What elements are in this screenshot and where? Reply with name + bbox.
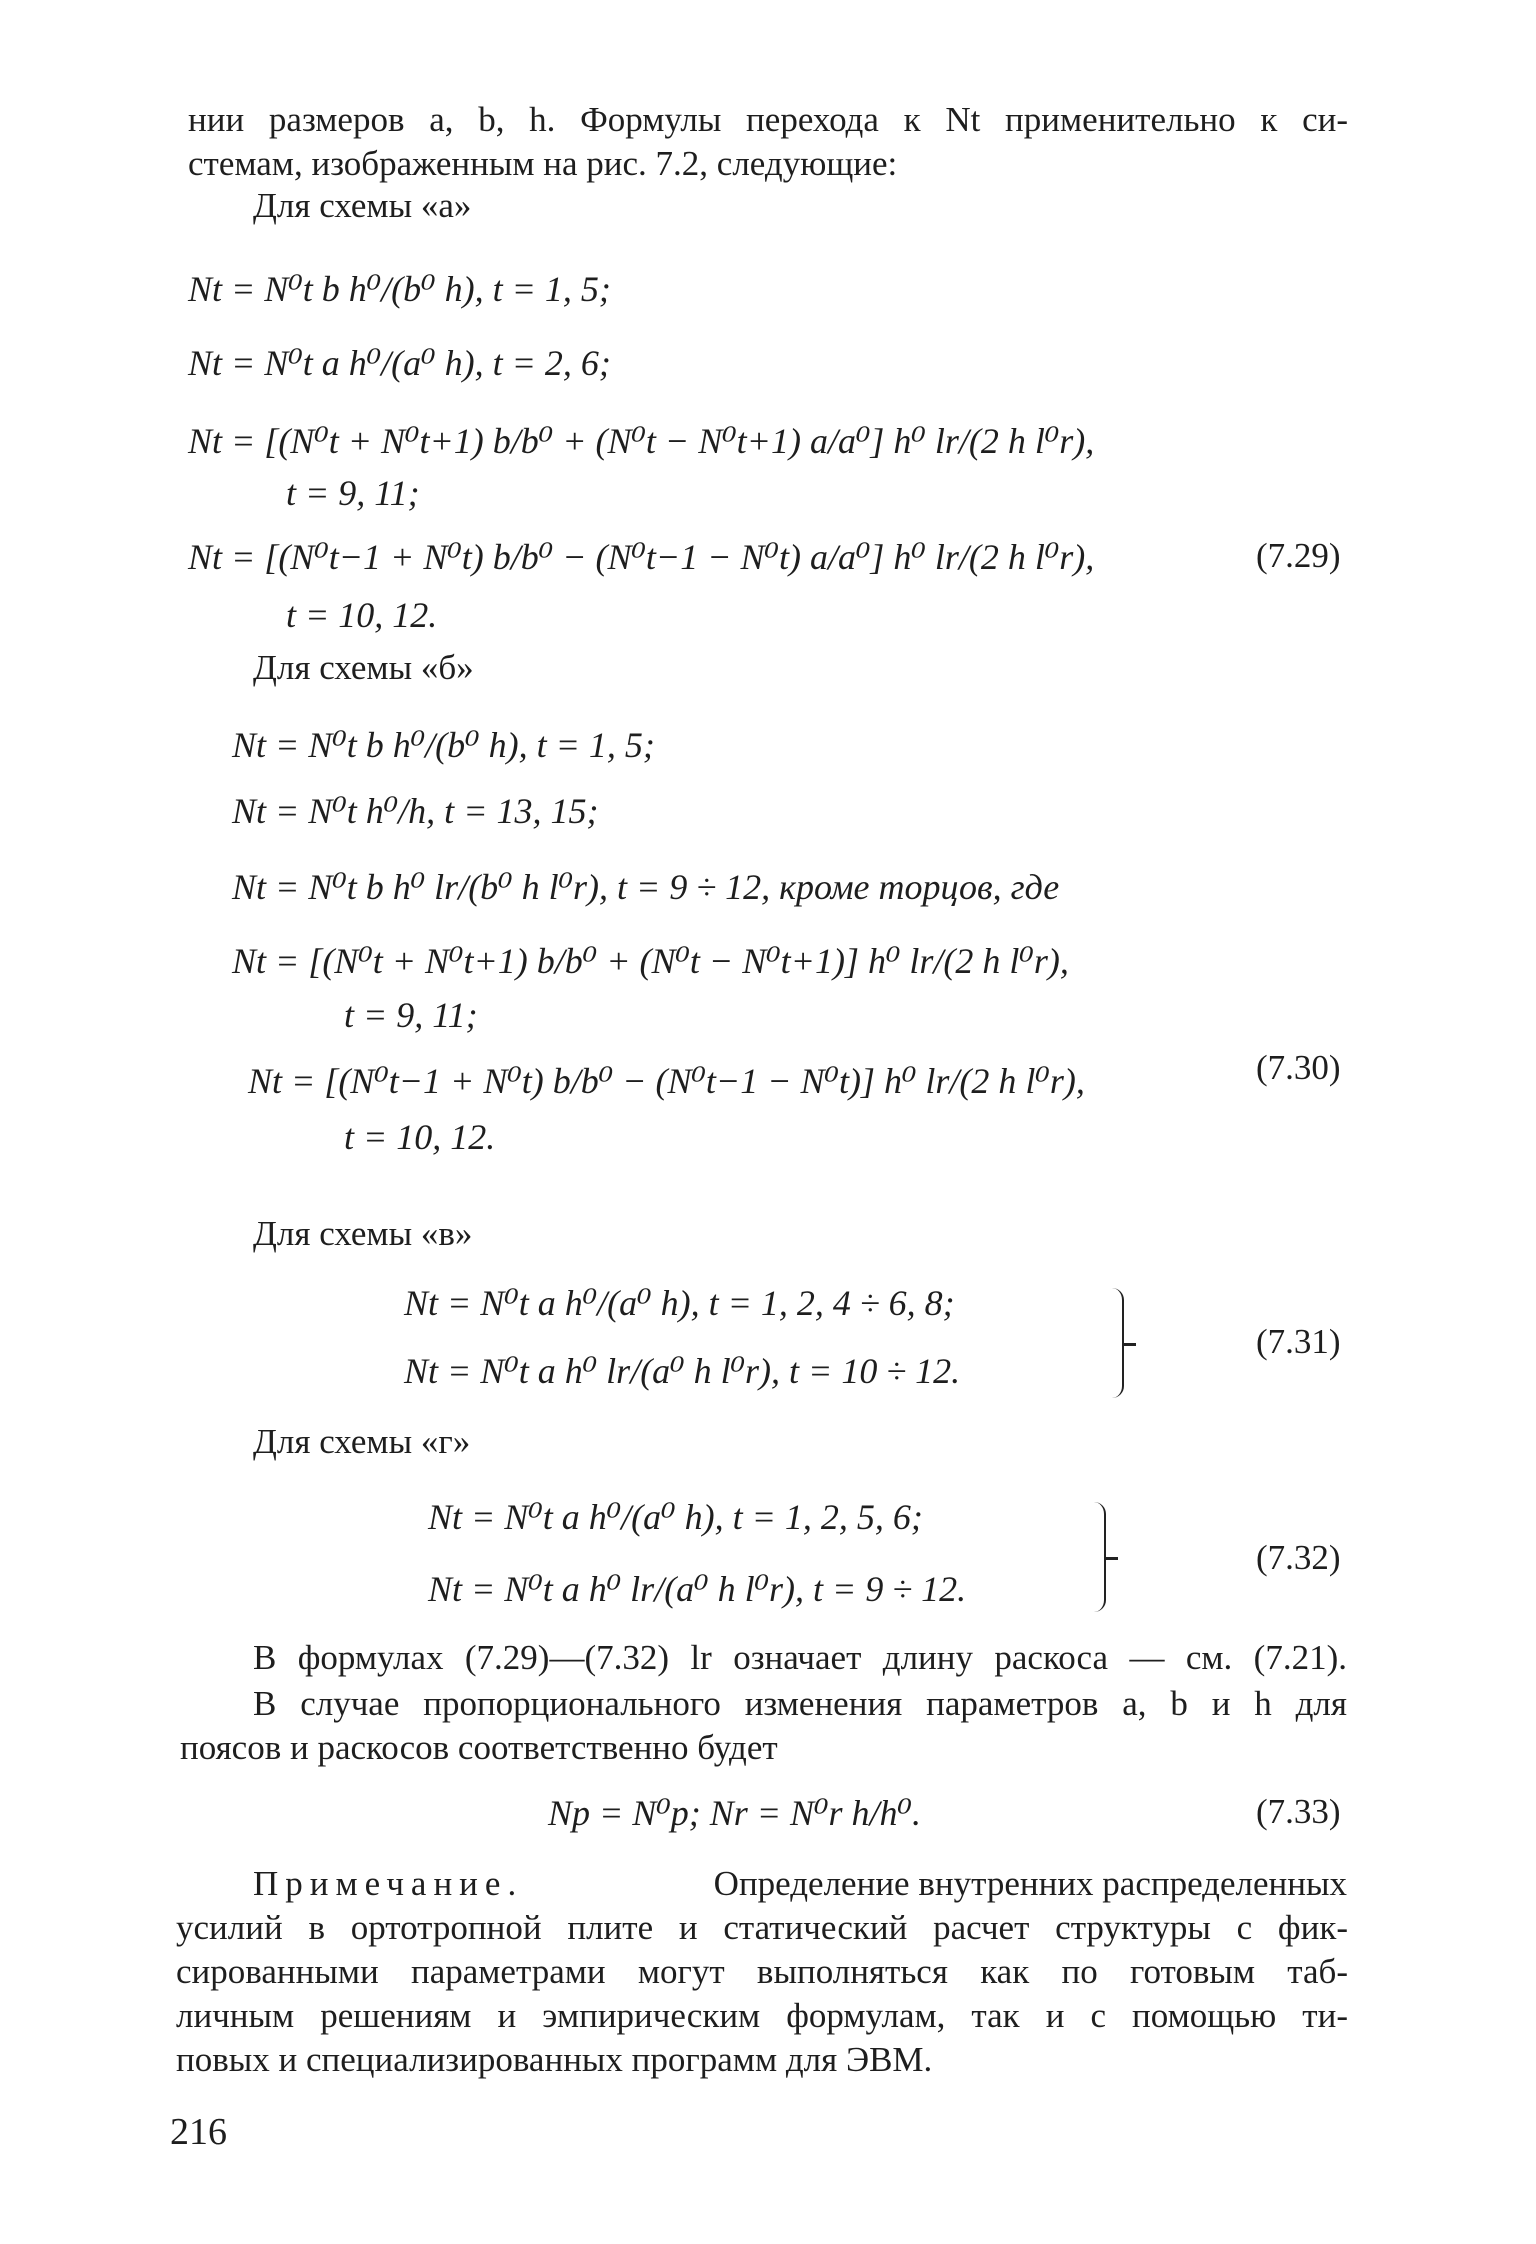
scheme-a-eq-1: Nt = N⁰t b h⁰/(b⁰ h), t = 1, 5; xyxy=(188,269,611,309)
paragraph-proportional-line-1: В случае пропорционального изменения параметров a, b и h для xyxy=(253,1684,1347,1723)
equation-number-7-31: (7.31) xyxy=(1256,1322,1341,1361)
scheme-a-heading: Для схемы «а» xyxy=(253,186,472,225)
equation-7-33: Np = N⁰p; Nr = N⁰r h/h⁰. xyxy=(548,1793,921,1833)
equation-number-7-30: (7.30) xyxy=(1256,1048,1341,1087)
note-line-1 xyxy=(253,1862,1347,1906)
scheme-a-eq-2: Nt = N⁰t a h⁰/(a⁰ h), t = 2, 6; xyxy=(188,343,611,383)
intro-line-2: стемам, изображенным на рис. 7.2, следующие: xyxy=(188,144,898,183)
page-number: 216 xyxy=(170,2111,227,2153)
scheme-b-eq-3: Nt = N⁰t b h⁰ lr/(b⁰ h l⁰r), t = 9 ÷ 12, кроме торцов, где xyxy=(232,867,1060,907)
equation-number-7-32: (7.32) xyxy=(1256,1538,1341,1577)
scheme-a-eq-4-cond: t = 10, 12. xyxy=(286,595,438,635)
note-label: Примечание. xyxy=(253,1864,524,1903)
scheme-a-eq-3-cond: t = 9, 11; xyxy=(286,473,420,513)
scheme-b-eq-5: Nt = [(N⁰t−1 + N⁰t) b/b⁰ − (N⁰t−1 − N⁰t)] h⁰ lr/(2 h l⁰r), xyxy=(248,1061,1085,1101)
note-line-1-rest: Определение внутренних распределенных xyxy=(713,1864,1347,1903)
scheme-b-eq-1: Nt = N⁰t b h⁰/(b⁰ h), t = 1, 5; xyxy=(232,725,655,765)
scheme-g-eq-1: Nt = N⁰t a h⁰/(a⁰ h), t = 1, 2, 5, 6; xyxy=(428,1497,923,1537)
scheme-b-eq-2: Nt = N⁰t h⁰/h, t = 13, 15; xyxy=(232,791,599,831)
paragraph-proportional-line-2: поясов и раскосов соответственно будет xyxy=(180,1728,778,1767)
scheme-b-eq-4: Nt = [(N⁰t + N⁰t+1) b/b⁰ + (N⁰t − N⁰t+1)] h⁰ lr/(2 h l⁰r), xyxy=(232,941,1069,981)
scheme-v-brace xyxy=(1112,1288,1124,1398)
scheme-v-eq-2: Nt = N⁰t a h⁰ lr/(a⁰ h l⁰r), t = 10 ÷ 12. xyxy=(404,1351,961,1391)
scheme-g-heading: Для схемы «г» xyxy=(253,1422,471,1461)
scheme-b-eq-4-cond: t = 9, 11; xyxy=(344,995,478,1035)
note-line-5: повых и специализированных программ для ЭВМ. xyxy=(176,2040,933,2079)
scheme-b-heading: Для схемы «б» xyxy=(253,648,474,687)
intro-line-1: нии размеров a, b, h. Формулы перехода к Nt применительно к си- xyxy=(188,100,1348,139)
scheme-a-eq-4: Nt = [(N⁰t−1 + N⁰t) b/b⁰ − (N⁰t−1 − N⁰t) a/a⁰] h⁰ lr/(2 h l⁰r), xyxy=(188,537,1095,577)
paragraph-lr-definition: В формулах (7.29)—(7.32) lr означает длину раскоса — см. (7.21). xyxy=(253,1638,1347,1677)
note-line-4: личным решениям и эмпирическим формулам, так и с помощью ти- xyxy=(176,1996,1348,2035)
equation-number-7-33: (7.33) xyxy=(1256,1792,1341,1831)
scheme-v-eq-1: Nt = N⁰t a h⁰/(a⁰ h), t = 1, 2, 4 ÷ 6, 8; xyxy=(404,1283,955,1323)
note-line-3: сированными параметрами могут выполняться как по готовым таб- xyxy=(176,1952,1348,1991)
scheme-g-eq-2: Nt = N⁰t a h⁰ lr/(a⁰ h l⁰r), t = 9 ÷ 12. xyxy=(428,1569,967,1609)
scheme-b-eq-5-cond: t = 10, 12. xyxy=(344,1117,496,1157)
scheme-g-brace xyxy=(1094,1502,1106,1612)
scheme-a-eq-3: Nt = [(N⁰t + N⁰t+1) b/b⁰ + (N⁰t − N⁰t+1) a/a⁰] h⁰ lr/(2 h l⁰r), xyxy=(188,421,1095,461)
scheme-v-heading: Для схемы «в» xyxy=(253,1214,473,1253)
equation-number-7-29: (7.29) xyxy=(1256,536,1341,575)
note-line-2: усилий в ортотропной плите и статический расчет структуры с фик- xyxy=(176,1908,1348,1947)
